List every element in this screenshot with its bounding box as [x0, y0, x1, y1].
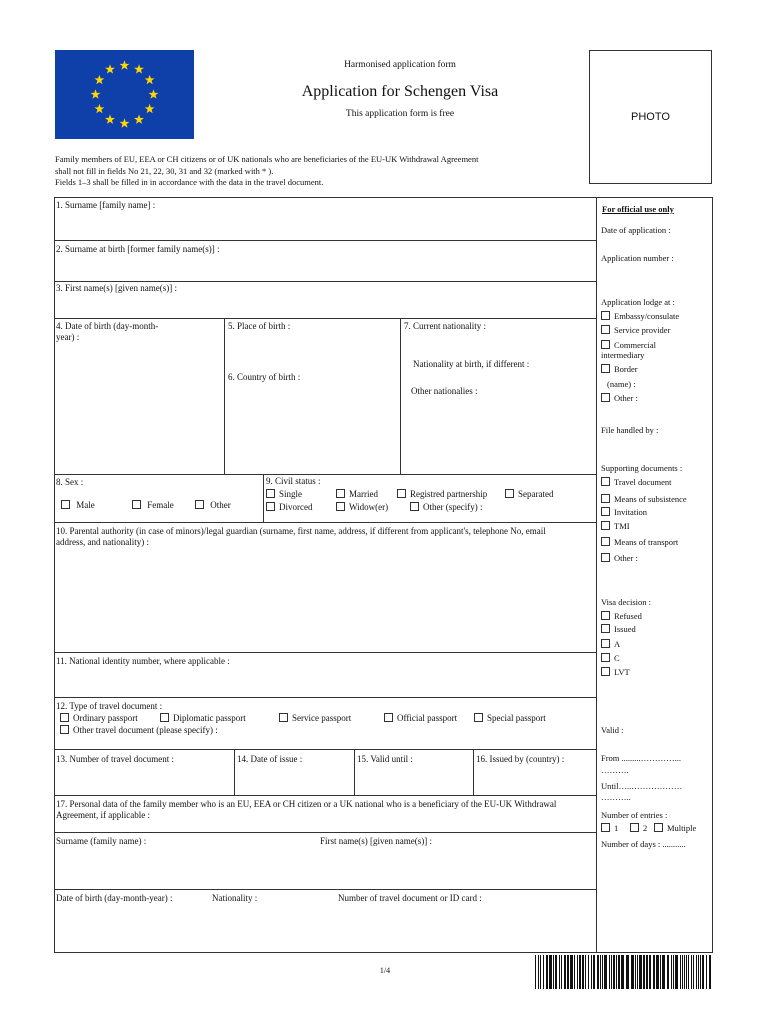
divider: [54, 318, 597, 319]
field-place-of-birth[interactable]: 5. Place of birth :: [228, 321, 291, 331]
checkbox[interactable]: [601, 507, 610, 516]
doc-option-special[interactable]: Special passport: [474, 713, 546, 724]
doc-option-service[interactable]: Service passport: [279, 713, 351, 724]
official-handled-by: File handled by :: [601, 425, 659, 435]
field-issued-by[interactable]: 16. Issued by (country) :: [476, 754, 565, 764]
support-subsistence[interactable]: Means of subsistence: [601, 494, 687, 504]
official-application-number: Application number :: [601, 253, 674, 263]
field-fm-doc-number[interactable]: Number of travel document or ID card :: [338, 893, 482, 903]
checkbox[interactable]: [601, 325, 610, 334]
official-valid-until: Until…..………………: [601, 781, 683, 791]
checkbox[interactable]: [336, 489, 345, 498]
civil-option-other[interactable]: Other (specify) :: [410, 502, 482, 513]
checkbox[interactable]: [410, 502, 419, 511]
field-fm-firstname[interactable]: First name(s) [given name(s)] :: [320, 836, 432, 846]
decision-a[interactable]: A: [601, 639, 620, 649]
photo-label: PHOTO: [631, 111, 670, 123]
checkbox[interactable]: [384, 713, 393, 722]
divider: [54, 522, 597, 523]
checkbox[interactable]: [61, 500, 70, 509]
decision-refused[interactable]: Refused: [601, 611, 642, 621]
divider: [54, 697, 597, 698]
checkbox[interactable]: [601, 494, 610, 503]
sex-option-male[interactable]: Male: [61, 500, 95, 511]
decision-issued[interactable]: Issued: [601, 624, 636, 634]
entries-two[interactable]: 2: [630, 823, 647, 833]
page-number: 1/4: [379, 966, 391, 975]
field-fm-dob[interactable]: Date of birth (day-month-year) :: [56, 893, 173, 903]
field-surname[interactable]: 1. Surname [family name] :: [56, 200, 156, 210]
free-note: This application form is free: [345, 109, 455, 119]
sex-option-other[interactable]: Other: [195, 500, 231, 511]
civil-option-separated[interactable]: Separated: [505, 489, 553, 500]
checkbox[interactable]: [601, 311, 610, 320]
field-fm-nationality[interactable]: Nationality :: [212, 893, 258, 903]
official-date-application: Date of application :: [601, 225, 671, 235]
official-days: Number of days : ...........: [601, 839, 686, 849]
divider: [263, 474, 264, 522]
official-entries: Number of entries :: [601, 810, 668, 820]
divider: [54, 474, 597, 475]
divider: [54, 281, 597, 282]
lodged-commercial[interactable]: Commercial intermediary: [601, 340, 657, 360]
instructions: [55, 154, 575, 189]
civil-option-divorced[interactable]: Divorced: [266, 502, 313, 513]
divider: [54, 652, 597, 653]
note-line: Fields 1–3 shall be filled in in accordance with the data in the travel document.: [55, 177, 324, 187]
divider: [224, 318, 225, 474]
official-valid-from: From .........…………...: [601, 753, 682, 763]
field-sex: 8. Sex :: [56, 477, 84, 487]
checkbox[interactable]: [601, 611, 610, 620]
divider: [54, 749, 597, 750]
checkbox[interactable]: [601, 477, 610, 486]
field-family-member: 17. Personal data of the family member who is an EU, EEA or CH citizen or a UK national who is a beneficiary of the EU-UK Withdrawal Agreement, if applicable :: [56, 799, 557, 820]
lodged-border-name: (name) :: [607, 379, 636, 389]
divider: [54, 832, 597, 833]
official-lodged-at: Application lodge at :: [601, 297, 675, 307]
field-current-nationality[interactable]: 7. Current nationality :: [404, 321, 486, 331]
sex-option-female[interactable]: Female: [132, 500, 174, 511]
field-nationality-at-birth[interactable]: Nationality at birth, if different :: [413, 359, 530, 369]
photo-box[interactable]: [589, 50, 712, 184]
checkbox[interactable]: [654, 823, 663, 832]
note-line: shall not fill in fields No 21, 22, 30, 31 and 32 (marked with * ).: [55, 165, 274, 176]
divider: [54, 889, 597, 890]
field-date-of-issue[interactable]: 14. Date of issue :: [237, 754, 303, 764]
field-travel-doc-number[interactable]: 13. Number of travel document :: [56, 754, 174, 764]
lodged-border[interactable]: Border: [601, 364, 638, 374]
doc-option-official[interactable]: Official passport: [384, 713, 457, 724]
field-date-of-birth[interactable]: 4. Date of birth (day-month-year) :: [56, 321, 159, 342]
checkbox[interactable]: [160, 713, 169, 722]
form-subtitle: Harmonised application form: [344, 60, 456, 70]
official-visa-decision: Visa decision :: [601, 597, 652, 607]
support-transport[interactable]: Means of transport: [601, 537, 678, 547]
field-fm-surname[interactable]: Surname (family name) :: [56, 836, 147, 846]
entries-one[interactable]: 1: [601, 823, 618, 833]
checkbox[interactable]: [601, 653, 610, 662]
lodged-other[interactable]: Other :: [601, 393, 638, 403]
lodged-embassy[interactable]: Embassy/consulate: [601, 311, 679, 321]
doc-option-ordinary[interactable]: Ordinary passport: [60, 713, 138, 724]
checkbox[interactable]: [601, 639, 610, 648]
field-civil-status: 9. Civil status :: [266, 476, 321, 486]
civil-option-registered[interactable]: Registred partnership: [397, 489, 487, 500]
civil-option-single[interactable]: Single: [266, 489, 302, 500]
field-national-id[interactable]: 11. National identity number, where applicable :: [56, 656, 230, 666]
field-first-names[interactable]: 3. First name(s) [given name(s)] :: [56, 283, 177, 293]
checkbox[interactable]: [266, 489, 275, 498]
support-other[interactable]: Other :: [601, 553, 638, 563]
checkbox[interactable]: [601, 667, 610, 676]
decision-c[interactable]: C: [601, 653, 620, 663]
checkbox[interactable]: [474, 713, 483, 722]
form-title: Application for Schengen Visa: [301, 83, 499, 100]
checkbox[interactable]: [630, 823, 639, 832]
divider: [354, 749, 355, 795]
doc-option-other[interactable]: Other travel document (please specify) :: [60, 725, 218, 736]
checkbox[interactable]: [601, 364, 610, 373]
divider: [473, 749, 474, 795]
support-invitation[interactable]: Invitation: [601, 507, 647, 517]
field-valid-until[interactable]: 15. Valid until :: [357, 754, 413, 764]
support-travel-doc[interactable]: Travel document: [601, 477, 672, 487]
civil-option-married[interactable]: Married: [336, 489, 378, 500]
decision-lvt[interactable]: LVT: [601, 667, 630, 677]
lodged-service-provider[interactable]: Service provider: [601, 325, 670, 335]
field-country-of-birth[interactable]: 6. Country of birth :: [228, 372, 301, 382]
checkbox[interactable]: [266, 502, 275, 511]
doc-option-diplomatic[interactable]: Diplomatic passport: [160, 713, 246, 724]
divider: [54, 795, 597, 796]
checkbox[interactable]: [195, 500, 204, 509]
checkbox[interactable]: [601, 624, 610, 633]
barcode: [535, 955, 711, 989]
note-line: Family members of EU, EEA or CH citizens or of UK nationals who are beneficiaries of the EU-UK Withdrawal Agreement: [55, 154, 479, 164]
checkbox[interactable]: [279, 713, 288, 722]
field-other-nationalities[interactable]: Other nationalies :: [411, 386, 478, 396]
field-travel-doc-type: 12. Type of travel document :: [56, 701, 163, 711]
official-valid: Valid :: [601, 725, 624, 735]
checkbox[interactable]: [60, 725, 69, 734]
divider: [54, 240, 597, 241]
official-valid-until-cont: ………..: [601, 792, 631, 802]
entries-multiple[interactable]: Multiple: [654, 823, 696, 833]
civil-option-widow[interactable]: Widow(er): [336, 502, 388, 513]
checkbox[interactable]: [601, 393, 610, 402]
checkbox[interactable]: [397, 489, 406, 498]
field-surname-at-birth[interactable]: 2. Surname at birth [former family name(s)] :: [56, 244, 220, 254]
eu-flag: [55, 50, 194, 139]
checkbox[interactable]: [60, 713, 69, 722]
official-supporting-docs: Supporting documents :: [601, 463, 683, 473]
checkbox[interactable]: [336, 502, 345, 511]
divider: [400, 318, 401, 474]
field-parental-authority[interactable]: 10. Parental authority (in case of minors)/legal guardian (surname, first name, address, if different from applicant's, telephone No, email address, and nationality) :: [56, 526, 546, 547]
support-tmi[interactable]: TMI: [601, 521, 630, 531]
checkbox[interactable]: [505, 489, 514, 498]
official-use-heading: For official use only: [602, 204, 674, 214]
checkbox[interactable]: [601, 823, 610, 832]
divider: [234, 749, 235, 795]
checkbox[interactable]: [132, 500, 141, 509]
checkbox[interactable]: [601, 553, 610, 562]
checkbox[interactable]: [601, 340, 610, 349]
checkbox[interactable]: [601, 537, 610, 546]
checkbox[interactable]: [601, 521, 610, 530]
official-valid-from-cont: ……….: [601, 765, 629, 775]
